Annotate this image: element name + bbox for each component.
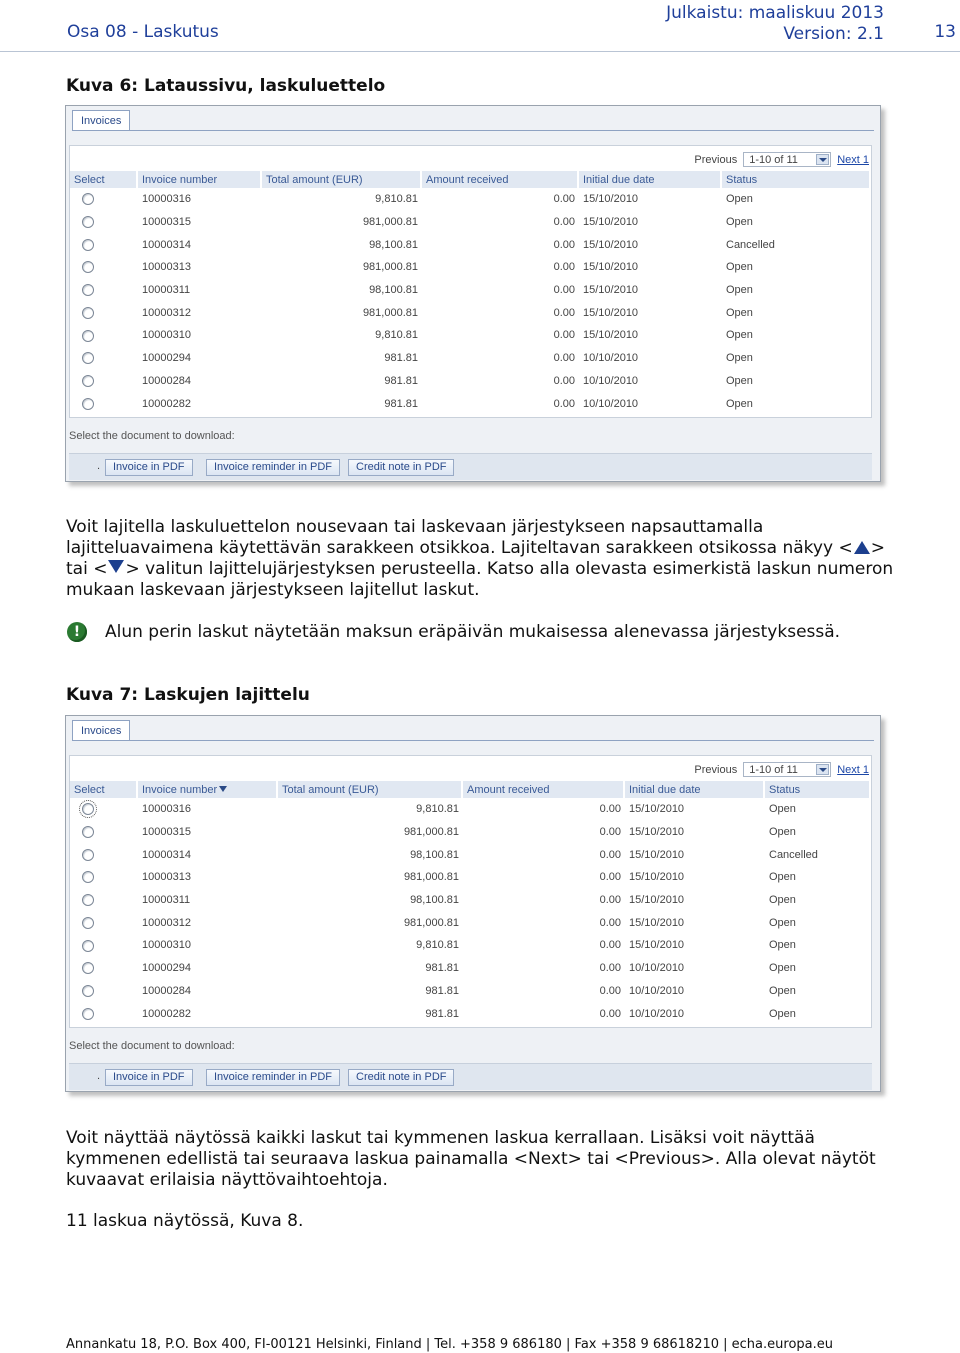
cell-status: Open <box>769 871 796 884</box>
select-radio[interactable] <box>82 803 94 815</box>
cell-total-amount: 981,000.81 <box>362 306 418 319</box>
select-radio[interactable] <box>82 216 94 228</box>
cell-status: Open <box>726 284 753 297</box>
cell-invoice-number: 10000316 <box>142 193 191 206</box>
cell-select <box>70 301 138 324</box>
next-link[interactable]: Next 1 <box>837 153 869 166</box>
invoice-table <box>70 781 871 1025</box>
cell-amount-received: 0.00 <box>553 397 575 410</box>
select-radio[interactable] <box>82 239 94 251</box>
version-label: Version: 2.1 <box>783 24 884 44</box>
table-header-row <box>70 171 871 188</box>
credit-note-pdf-button[interactable]: Credit note in PDF <box>348 459 454 476</box>
cell-status: Open <box>726 352 753 365</box>
cell-initial-due-date: 15/10/2010 <box>629 848 685 861</box>
cell-status: Open <box>726 329 753 342</box>
cell-invoice-number: 10000294 <box>142 352 191 365</box>
download-toolbar <box>69 453 872 480</box>
next-link[interactable]: Next 1 <box>837 763 869 776</box>
table-row[interactable] <box>70 1002 871 1025</box>
cell-total-amount: 981,000.81 <box>403 826 459 839</box>
published-date: Julkaistu: maaliskuu 2013 <box>666 3 884 23</box>
download-label: Select the document to download: <box>69 430 235 442</box>
table-row[interactable] <box>70 301 871 324</box>
cell-select <box>70 821 138 844</box>
table-row[interactable] <box>70 188 871 211</box>
cell-amount-received: 0.00 <box>599 962 621 975</box>
cell-status: Open <box>769 984 796 997</box>
cell-initial-due-date: 15/10/2010 <box>629 939 685 952</box>
table-row[interactable] <box>70 798 871 821</box>
cell-status: Open <box>769 894 796 907</box>
section-title: Osa 08 - Laskutus <box>67 22 219 42</box>
page-range-value: 1-10 of 11 <box>749 764 798 776</box>
toolbar-dot: . <box>97 460 101 472</box>
invoice-reminder-pdf-button[interactable]: Invoice reminder in PDF <box>206 459 340 476</box>
cell-amount-received: 0.00 <box>553 284 575 297</box>
cell-amount-received: 0.00 <box>553 306 575 319</box>
select-radio[interactable] <box>82 375 94 387</box>
cell-invoice-number: 10000312 <box>142 306 191 319</box>
invoices-screenshot-2 <box>65 715 881 1092</box>
table-row[interactable] <box>70 889 871 912</box>
sort-descending-icon <box>219 786 227 792</box>
cell-total-amount: 981,000.81 <box>362 261 418 274</box>
figure-6-caption: Kuva 6: Lataussivu, laskuluettelo <box>66 76 386 96</box>
cell-total-amount: 9,810.81 <box>416 939 459 952</box>
select-radio[interactable] <box>82 284 94 296</box>
tab-underline <box>72 740 874 741</box>
page-range-select[interactable] <box>743 762 831 777</box>
cell-initial-due-date: 15/10/2010 <box>629 871 685 884</box>
select-radio[interactable] <box>82 352 94 364</box>
cell-status: Cancelled <box>769 848 818 861</box>
previous-link[interactable]: Previous <box>694 153 738 166</box>
cell-select <box>70 392 138 415</box>
cell-total-amount: 981,000.81 <box>403 916 459 929</box>
cell-status: Open <box>726 261 753 274</box>
cell-initial-due-date: 15/10/2010 <box>583 193 639 206</box>
invoice-table <box>70 171 871 415</box>
cell-amount-received: 0.00 <box>599 826 621 839</box>
cell-status: Cancelled <box>726 238 775 251</box>
cell-invoice-number: 10000284 <box>142 984 191 997</box>
table-row[interactable] <box>70 279 871 302</box>
table-row[interactable] <box>70 934 871 957</box>
invoices-tab[interactable]: Invoices <box>72 720 130 741</box>
invoice-list-pane <box>69 145 872 418</box>
column-header-initial-due-date[interactable]: Initial due date <box>625 781 765 798</box>
select-radio[interactable] <box>82 894 94 906</box>
cell-amount-received: 0.00 <box>599 803 621 816</box>
chevron-down-icon[interactable] <box>816 154 829 165</box>
pager <box>694 761 869 778</box>
cell-status: Open <box>769 803 796 816</box>
cell-invoice-number: 10000314 <box>142 238 191 251</box>
table-row[interactable] <box>70 911 871 934</box>
cell-total-amount: 98,100.81 <box>369 284 418 297</box>
select-radio[interactable] <box>82 917 94 929</box>
cell-select <box>70 843 138 866</box>
column-header-select: Select <box>70 171 138 188</box>
cell-amount-received: 0.00 <box>553 352 575 365</box>
cell-initial-due-date: 15/10/2010 <box>629 916 685 929</box>
cell-status: Open <box>769 962 796 975</box>
cell-amount-received: 0.00 <box>599 1007 621 1020</box>
table-row[interactable] <box>70 980 871 1003</box>
cell-select <box>70 370 138 393</box>
select-radio[interactable] <box>82 940 94 952</box>
cell-status: Open <box>769 1007 796 1020</box>
cell-invoice-number: 10000310 <box>142 939 191 952</box>
cell-invoice-number: 10000314 <box>142 848 191 861</box>
cell-initial-due-date: 15/10/2010 <box>583 329 639 342</box>
sort-descending-icon <box>108 560 124 573</box>
cell-status: Open <box>769 916 796 929</box>
page-footer: Annankatu 18, P.O. Box 400, FI-00121 Helsinki, Finland | Tel. +358 9 686180 | Fax +358 9 68618210 | echa.europa.eu <box>66 1337 833 1352</box>
select-radio[interactable] <box>82 962 94 974</box>
page-number: 13 <box>934 22 956 42</box>
header-divider <box>0 51 960 52</box>
invoices-screenshot-1 <box>65 105 881 482</box>
cell-initial-due-date: 15/10/2010 <box>583 284 639 297</box>
table-row[interactable] <box>70 843 871 866</box>
display-options-paragraph: Voit näyttää näytössä kaikki laskut tai kymmenen laskua kerrallaan. Lisäksi voit näyttää kymmenen edellistä tai seuraava laskua painamalla <Next> tai <Previous>. Alla olevat näytöt kuvaavat erilaisia näyttövaihtoehtoja. <box>66 1128 876 1190</box>
cell-initial-due-date: 15/10/2010 <box>629 894 685 907</box>
cell-total-amount: 981.81 <box>384 352 418 365</box>
cell-total-amount: 98,100.81 <box>410 894 459 907</box>
invoice-reminder-pdf-button[interactable]: Invoice reminder in PDF <box>206 1069 340 1086</box>
cell-amount-received: 0.00 <box>599 939 621 952</box>
cell-select <box>70 934 138 957</box>
column-header-amount-received[interactable]: Amount received <box>463 781 625 798</box>
cell-initial-due-date: 15/10/2010 <box>629 826 685 839</box>
cell-select <box>70 798 138 821</box>
cell-invoice-number: 10000282 <box>142 1007 191 1020</box>
column-header-total-amount[interactable]: Total amount (EUR) <box>262 171 422 188</box>
cell-initial-due-date: 10/10/2010 <box>629 1007 685 1020</box>
column-header-invoice-number[interactable]: Invoice number <box>138 171 262 188</box>
sorting-paragraph <box>66 517 896 601</box>
column-header-status[interactable]: Status <box>765 781 871 798</box>
credit-note-pdf-button[interactable]: Credit note in PDF <box>348 1069 454 1086</box>
chevron-down-icon[interactable] <box>816 764 829 775</box>
cell-total-amount: 981.81 <box>425 1007 459 1020</box>
cell-select <box>70 188 138 211</box>
table-row[interactable] <box>70 347 871 370</box>
page-header <box>0 0 960 52</box>
invoice-pdf-button[interactable]: Invoice in PDF <box>105 459 193 476</box>
cell-initial-due-date: 10/10/2010 <box>583 352 639 365</box>
cell-amount-received: 0.00 <box>553 374 575 387</box>
select-radio[interactable] <box>82 871 94 883</box>
download-label: Select the document to download: <box>69 1040 235 1052</box>
cell-select <box>70 211 138 234</box>
sorting-text-1: Voit lajitella laskuluettelon nousevaan tai laskevaan järjestykseen napsauttamalla lajitteluavaimena käytettävän sarakkeen otsikkoa. Lajiteltavan sarakkeen otsikossa näkyy < <box>66 517 853 558</box>
invoice-pdf-button[interactable]: Invoice in PDF <box>105 1069 193 1086</box>
cell-amount-received: 0.00 <box>553 261 575 274</box>
select-radio[interactable] <box>82 307 94 319</box>
column-header-invoice-number[interactable] <box>138 781 278 798</box>
cell-total-amount: 98,100.81 <box>410 848 459 861</box>
select-radio[interactable] <box>82 261 94 273</box>
cell-status: Open <box>769 939 796 952</box>
cell-invoice-number: 10000282 <box>142 397 191 410</box>
cell-total-amount: 981,000.81 <box>403 871 459 884</box>
cell-select <box>70 889 138 912</box>
cell-select <box>70 866 138 889</box>
cell-total-amount: 981,000.81 <box>362 216 418 229</box>
cell-select <box>70 256 138 279</box>
cell-status: Open <box>726 374 753 387</box>
figure-8-reference: 11 laskua näytössä, Kuva 8. <box>66 1211 304 1231</box>
cell-invoice-number: 10000315 <box>142 216 191 229</box>
cell-total-amount: 981.81 <box>425 962 459 975</box>
cell-initial-due-date: 15/10/2010 <box>583 238 639 251</box>
column-header-status[interactable]: Status <box>722 171 871 188</box>
cell-invoice-number: 10000311 <box>142 894 191 907</box>
sorting-text-3: > valitun lajittelujärjestyksen perusteella. Katso alla olevasta esimerkistä laskun numeron mukaan laskevaan järjestykseen lajitellut laskut. <box>66 559 894 600</box>
cell-amount-received: 0.00 <box>553 238 575 251</box>
pager <box>694 151 869 168</box>
cell-initial-due-date: 15/10/2010 <box>583 216 639 229</box>
previous-link[interactable]: Previous <box>694 763 738 776</box>
select-radio[interactable] <box>82 985 94 997</box>
cell-status: Open <box>726 397 753 410</box>
cell-amount-received: 0.00 <box>599 894 621 907</box>
tab-underline <box>72 130 874 131</box>
cell-invoice-number: 10000313 <box>142 261 191 274</box>
cell-amount-received: 0.00 <box>599 916 621 929</box>
column-header-invoice-number-label: Invoice number <box>142 783 218 796</box>
info-icon <box>67 622 87 642</box>
select-radio[interactable] <box>82 330 94 342</box>
note-text: Alun perin laskut näytetään maksun eräpäivän mukaisessa alenevassa järjestyksessä. <box>105 622 841 642</box>
select-radio[interactable] <box>82 398 94 410</box>
cell-amount-received: 0.00 <box>553 216 575 229</box>
cell-invoice-number: 10000284 <box>142 374 191 387</box>
figure-7-caption: Kuva 7: Laskujen lajittelu <box>66 685 310 705</box>
cell-status: Open <box>726 216 753 229</box>
cell-initial-due-date: 15/10/2010 <box>629 803 685 816</box>
invoice-list-pane <box>69 755 872 1028</box>
cell-status: Open <box>769 826 796 839</box>
cell-amount-received: 0.00 <box>599 984 621 997</box>
cell-select <box>70 1002 138 1025</box>
cell-initial-due-date: 10/10/2010 <box>629 962 685 975</box>
column-header-total-amount[interactable]: Total amount (EUR) <box>278 781 463 798</box>
cell-total-amount: 9,810.81 <box>375 193 418 206</box>
cell-invoice-number: 10000312 <box>142 916 191 929</box>
column-header-initial-due-date[interactable]: Initial due date <box>579 171 722 188</box>
column-header-select: Select <box>70 781 138 798</box>
table-header-row <box>70 781 871 798</box>
cell-select <box>70 324 138 347</box>
cell-invoice-number: 10000310 <box>142 329 191 342</box>
table-row[interactable] <box>70 324 871 347</box>
cell-status: Open <box>726 193 753 206</box>
select-radio[interactable] <box>82 193 94 205</box>
publication-info <box>666 3 884 45</box>
cell-total-amount: 9,810.81 <box>416 803 459 816</box>
invoices-tab[interactable]: Invoices <box>72 110 130 131</box>
cell-total-amount: 981.81 <box>425 984 459 997</box>
cell-total-amount: 981.81 <box>384 397 418 410</box>
table-row[interactable] <box>70 392 871 415</box>
table-row[interactable] <box>70 256 871 279</box>
toolbar-dot: . <box>97 1070 101 1082</box>
cell-select <box>70 911 138 934</box>
cell-status: Open <box>726 306 753 319</box>
cell-initial-due-date: 10/10/2010 <box>583 397 639 410</box>
table-row[interactable] <box>70 957 871 980</box>
sorting-text-2: > tai < <box>66 538 885 579</box>
cell-total-amount: 981.81 <box>384 374 418 387</box>
cell-select <box>70 279 138 302</box>
select-radio[interactable] <box>82 826 94 838</box>
cell-select <box>70 233 138 256</box>
select-radio[interactable] <box>82 849 94 861</box>
column-header-amount-received[interactable]: Amount received <box>422 171 579 188</box>
cell-amount-received: 0.00 <box>553 193 575 206</box>
cell-invoice-number: 10000313 <box>142 871 191 884</box>
cell-initial-due-date: 15/10/2010 <box>583 261 639 274</box>
cell-select <box>70 957 138 980</box>
cell-invoice-number: 10000294 <box>142 962 191 975</box>
table-row[interactable] <box>70 370 871 393</box>
cell-initial-due-date: 15/10/2010 <box>583 306 639 319</box>
cell-initial-due-date: 10/10/2010 <box>583 374 639 387</box>
cell-select <box>70 980 138 1003</box>
cell-select <box>70 347 138 370</box>
cell-invoice-number: 10000311 <box>142 284 191 297</box>
table-row[interactable] <box>70 211 871 234</box>
page-range-select[interactable] <box>743 152 831 167</box>
cell-invoice-number: 10000316 <box>142 803 191 816</box>
table-row[interactable] <box>70 233 871 256</box>
cell-total-amount: 98,100.81 <box>369 238 418 251</box>
sort-ascending-icon <box>854 541 870 554</box>
cell-invoice-number: 10000315 <box>142 826 191 839</box>
download-toolbar <box>69 1063 872 1090</box>
cell-amount-received: 0.00 <box>599 871 621 884</box>
select-radio[interactable] <box>82 1008 94 1020</box>
cell-amount-received: 0.00 <box>553 329 575 342</box>
table-row[interactable] <box>70 866 871 889</box>
cell-total-amount: 9,810.81 <box>375 329 418 342</box>
table-row[interactable] <box>70 821 871 844</box>
page-range-value: 1-10 of 11 <box>749 154 798 166</box>
cell-amount-received: 0.00 <box>599 848 621 861</box>
cell-initial-due-date: 10/10/2010 <box>629 984 685 997</box>
